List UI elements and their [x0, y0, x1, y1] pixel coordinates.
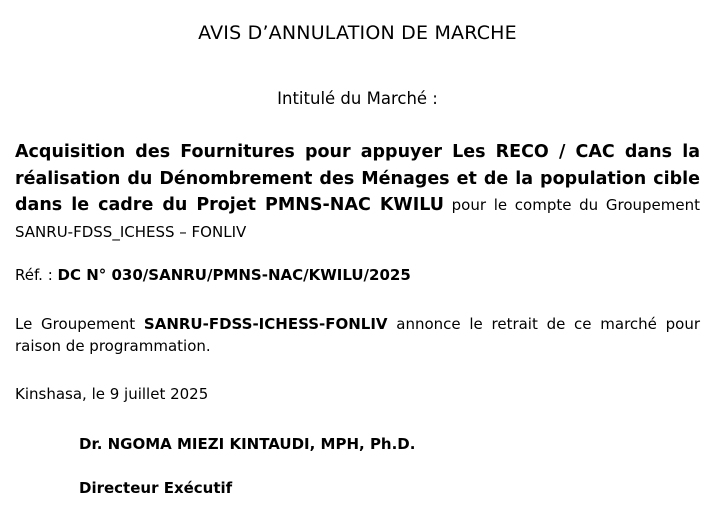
notice-title: AVIS D’ANNULATION DE MARCHE: [198, 22, 517, 44]
reference-label: Réf. :: [15, 266, 58, 284]
announcement-group: SANRU-FDSS-ICHESS-FONLIV: [143, 315, 388, 333]
contract-object-account: pour le compte du Groupement SANRU-FDSS_ICHESS – FONLIV: [15, 196, 700, 241]
announcement-prefix: Le Groupement: [15, 315, 144, 333]
reference-value: DC N° 030/SANRU/PMNS-NAC/KWILU/2025: [57, 266, 411, 284]
notice-subtitle: Intitulé du Marché :: [277, 89, 438, 108]
reference-line: [15, 266, 411, 284]
announcement-suffix: annonce le retrait de ce marché pour raison de programmation.: [15, 315, 700, 355]
place-date: Kinshasa, le 9 juillet 2025: [15, 385, 209, 403]
signer-role: Directeur Exécutif: [79, 479, 233, 497]
signer-name: Dr. NGOMA MIEZI KINTAUDI, MPH, Ph.D.: [79, 435, 416, 453]
contract-object-title: Acquisition des Fournitures pour appuyer Les RECO / CAC dans la réalisation du Dénombrement des Ménages et de la population cible dans le cadre du Projet PMNS-NAC KWILU: [15, 142, 700, 215]
contract-object: [15, 139, 700, 245]
announcement-paragraph: [15, 313, 700, 357]
